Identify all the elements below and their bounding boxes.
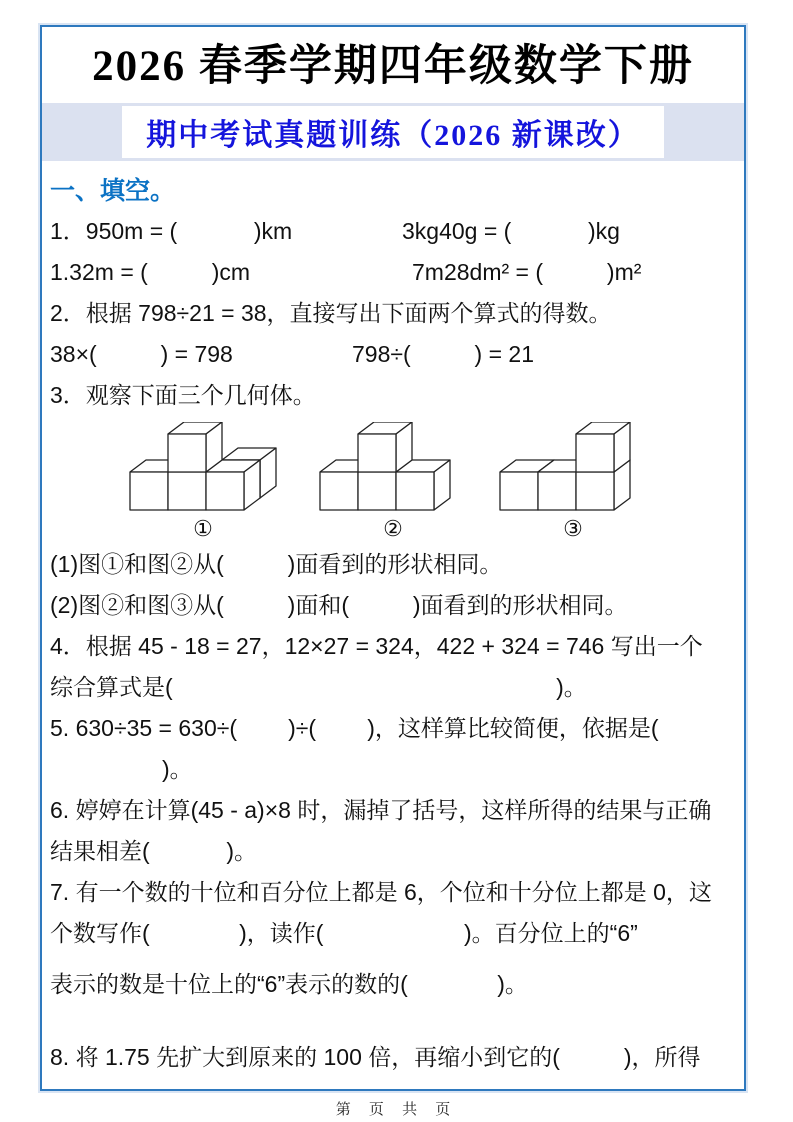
- cube-figure-2-label: ②: [383, 516, 403, 541]
- cube-figure-3-label: ③: [563, 516, 583, 541]
- question-2-line-1: 2．根据 798÷21 = 38，直接写出下面两个算式的得数。: [50, 300, 612, 326]
- cube-figure-2: [312, 422, 474, 542]
- subtitle-box: [122, 106, 664, 158]
- subtitle-bar: [42, 103, 744, 161]
- page-frame: [40, 25, 746, 1091]
- cube-figure-1-label: ①: [193, 516, 213, 541]
- question-8-line-1: 8. 将 1.75 先扩大到原来的 100 倍，再缩小到它的( )，所得: [50, 1044, 701, 1070]
- q1-blank-km: 1．950m = ( )km: [50, 218, 293, 244]
- cube-figure-1: [122, 422, 284, 542]
- question-1-line-1: [50, 211, 734, 252]
- question-5-line-2: )。: [162, 756, 193, 782]
- cube-figure-2-drawing: [312, 422, 474, 514]
- q2-blank-divide: 798÷( ) = 21: [352, 341, 535, 367]
- question-1-line-2: [50, 252, 734, 293]
- cube-figure-3: [492, 422, 654, 542]
- page-title: 2026 春季学期四年级数学下册: [92, 43, 694, 90]
- cube-figure-1-drawing: [122, 422, 284, 514]
- question-4-line-1: 4．根据 45 - 18 = 27，12×27 = 324，422 + 324 = 746 写出一个: [50, 633, 703, 659]
- cube-figure-3-drawing: [492, 422, 654, 514]
- worksheet-body: [42, 177, 744, 1078]
- question-4-line-2: 综合算式是( )。: [50, 674, 587, 700]
- page-footer: 第 页 共 页: [335, 1101, 458, 1118]
- subtitle-text: 期中考试真题训练（2026 新课改）: [146, 119, 640, 152]
- question-7-line-1: 7. 有一个数的十位和百分位上都是 6，个位和十分位上都是 0，这: [50, 879, 712, 905]
- question-3-sub-1: (1)图①和图②从( )面看到的形状相同。: [50, 551, 503, 577]
- question-7-line-2: 个数写作( )，读作( )。百分位上的“6”: [50, 920, 638, 946]
- q1-blank-m2: 7m28dm² = ( )m²: [412, 259, 642, 285]
- question-2-line-2: [50, 334, 734, 375]
- question-6-line-1: 6. 婷婷在计算(45 - a)×8 时，漏掉了括号，这样所得的结果与正确: [50, 797, 712, 823]
- question-6-line-2: 结果相差( )。: [50, 838, 257, 864]
- question-5-line-1: 5. 630÷35 = 630÷( )÷( )，这样算比较简便，依据是(: [50, 715, 659, 741]
- question-3-sub-2: (2)图②和图③从( )面和( )面看到的形状相同。: [50, 592, 628, 618]
- q1-blank-kg: 3kg40g = ( )kg: [402, 218, 620, 244]
- section-heading-fill-in: 一、填空。: [50, 177, 176, 205]
- q1-blank-cm: 1.32m = ( )cm: [50, 259, 251, 285]
- question-3-line-1: 3．观察下面三个几何体。: [50, 382, 316, 408]
- question-7-line-3: 表示的数是十位上的“6”表示的数的( )。: [50, 971, 528, 997]
- geometry-figures: [50, 422, 734, 542]
- q2-blank-multiply: 38×( ) = 798: [50, 341, 233, 367]
